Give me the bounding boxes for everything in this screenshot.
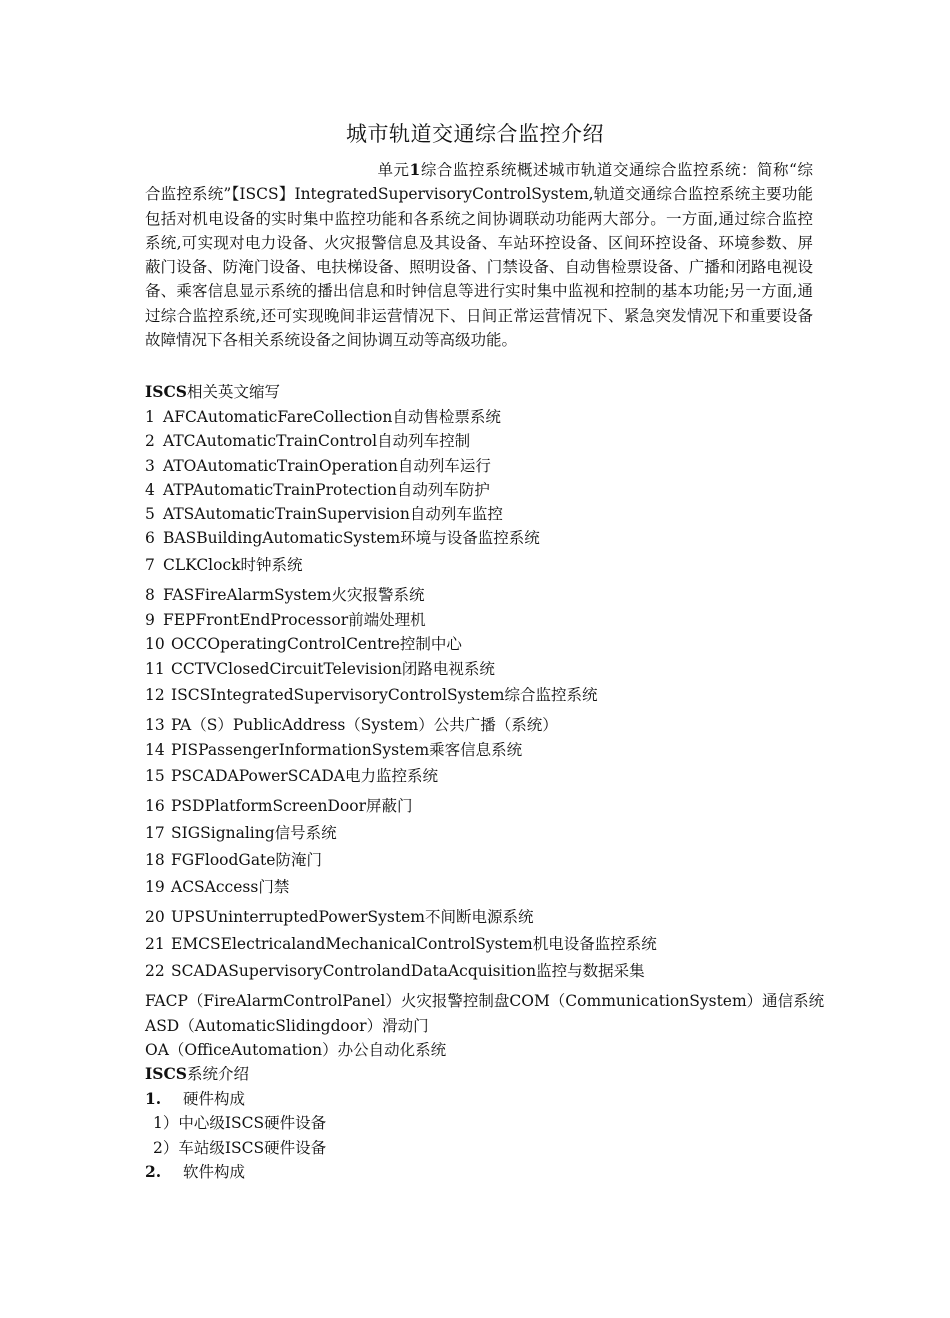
list-item: 11 CCTVClosedCircuitTelevision闭路电视系统 [145,660,495,678]
extra-line: ASD（AutomaticSlidingdoor）滑动门 [145,1017,429,1035]
list-item: 8 FASFireAlarmSystem火灾报警系统 [145,586,425,604]
section-heading: 1. 硬件构成 [145,1089,246,1108]
list-item: 3 ATOAutomaticTrainOperation自动列车运行 [145,457,491,475]
intro-paragraph [145,158,813,352]
section-subitem: 2）车站级ISCS硬件设备 [153,1139,327,1157]
system-heading-bold: ISCS [145,1064,187,1083]
section-heading: 2. 软件构成 [145,1162,246,1181]
list-item: 12 ISCSIntegratedSupervisoryControlSystem综合监控系统 [145,686,598,704]
intro-text: 综合监控系统概述城市轨道交通综合监控系统：简称“综合监控系统”【ISCS】IntegratedSupervisoryControlSystem,轨道交通综合监控系统主要功能包括对机电设备的实时集中监控功能和各系统之间协调联动功能两大部分。一方面,通过综合监控系统,可实现对电力设备、火灾报警信息及其设备、车站环控设备、区间环控设备、环境参数、屏蔽门设备、防淹门设备、电扶梯设备、照明设备、门禁设备、自动售检票设备、广播和闭路电视设备、乘客信息显示系统的播出信息和时钟信息等进行实时集中监视和控制的基本功能;另一方面,通过综合监控系统,还可实现晚间非运营情况下、日间正常运营情况下、紧急突发情况下和重要设备故障情况下各相关系统设备之间协调互动等高级功能。 [145,161,813,350]
page-title: 城市轨道交通综合监控介绍 [346,122,604,146]
list-item: 1 AFCAutomaticFareCollection自动售检票系统 [145,408,501,426]
list-item: 20 UPSUninterruptedPowerSystem不间断电源系统 [145,908,534,926]
system-sections [145,1087,825,1187]
list-item: 21 EMCSElectricalandMechanicalControlSystem机电设备监控系统 [145,935,657,953]
extra-line: FACP（FireAlarmControlPanel）火灾报警控制盘COM（CommunicationSystem）通信系统 [145,992,825,1010]
list-item: 2 ATCAutomaticTrainControl自动列车控制 [145,432,471,450]
list-item: 6 BASBuildingAutomaticSystem环境与设备监控系统 [145,529,540,547]
list-item: 4 ATPAutomaticTrainProtection自动列车防护 [145,481,490,499]
system-heading [145,1062,825,1084]
list-item: 5 ATSAutomaticTrainSupervision自动列车监控 [145,505,503,523]
list-item: 22 SCADASupervisoryControlandDataAcquisition监控与数据采集 [145,962,645,980]
list-item: 19 ACSAccess门禁 [145,878,290,896]
system-heading-text: 系统介绍 [186,1065,249,1083]
intro-unit: 单元 [377,161,410,179]
abbreviation-list [145,405,825,985]
list-item: 18 FGFloodGate防淹门 [145,851,322,869]
abbr-heading [145,380,825,402]
list-item: 10 OCCOperatingControlCentre控制中心 [145,635,462,653]
list-item: 14 PISPassengerInformationSystem乘客信息系统 [145,741,523,759]
list-item: 9 FEPFrontEndProcessor前端处理机 [145,611,426,629]
abbr-heading-bold: ISCS [145,382,187,401]
intro-unit-number: 1 [409,160,421,179]
abbr-heading-text: 相关英文缩写 [186,383,280,401]
extra-line: OA（OfficeAutomation）办公自动化系统 [145,1041,447,1059]
list-item: 13 PA（S）PublicAddress（System）公共广播（系统） [145,716,558,734]
section-subitem: 1）中心级ISCS硬件设备 [153,1114,327,1132]
list-item: 16 PSDPlatformScreenDoor屏蔽门 [145,797,413,815]
list-item: 17 SIGSignaling信号系统 [145,824,337,842]
extra-abbreviations [145,989,825,1069]
list-item: 15 PSCADAPowerSCADA电力监控系统 [145,767,439,785]
list-item: 7 CLKClock时钟系统 [145,556,303,574]
